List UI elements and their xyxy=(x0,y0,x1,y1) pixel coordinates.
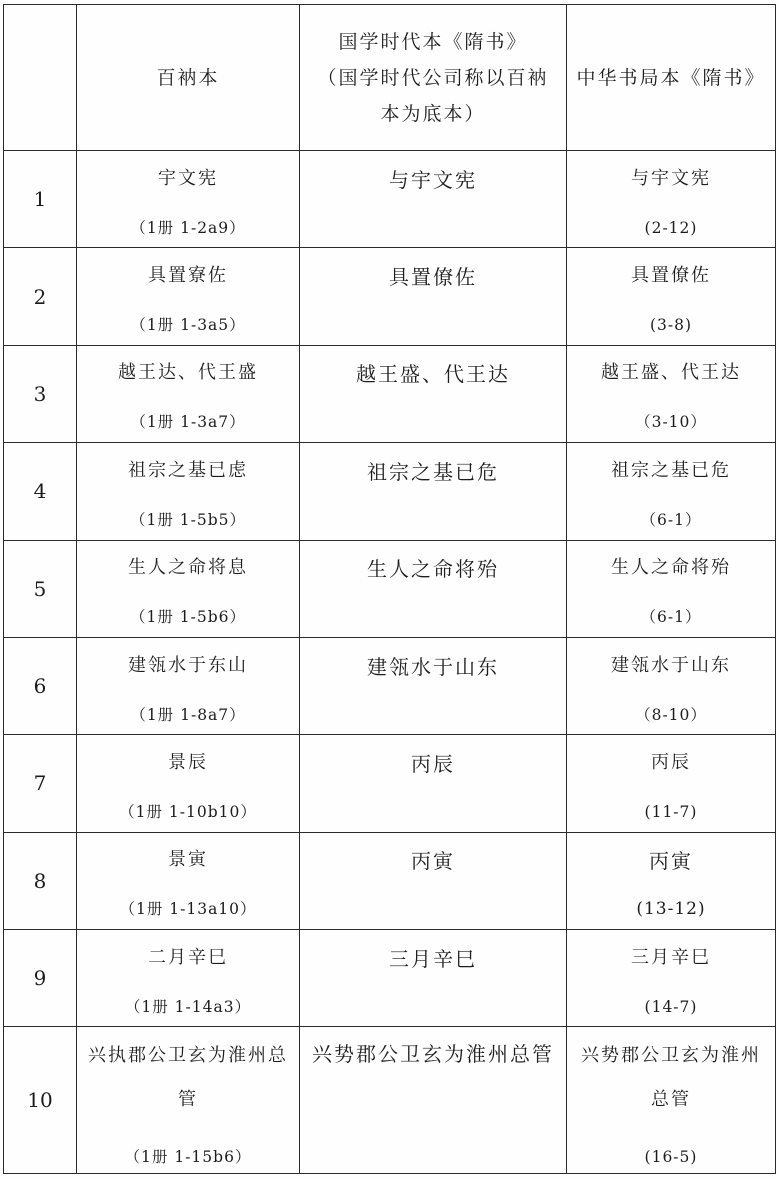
guoxue-text: 丙辰 xyxy=(411,751,455,776)
header-zhonghua xyxy=(567,5,776,151)
guoxue-cell xyxy=(300,443,567,540)
table-row xyxy=(4,1027,776,1174)
row-number: 8 xyxy=(4,832,77,929)
table-row xyxy=(4,248,776,345)
table-row xyxy=(4,930,776,1027)
baina-text: 具置寮佐 xyxy=(148,265,228,287)
zhonghua-cell xyxy=(567,832,776,929)
baina-text: 景辰 xyxy=(168,751,208,773)
zhonghua-cell xyxy=(567,443,776,540)
guoxue-text: 生人之命将殆 xyxy=(367,557,499,582)
zhonghua-text: 三月辛巳 xyxy=(631,946,711,968)
baina-ref: （1册 1-10b10） xyxy=(119,802,257,821)
baina-text: 祖宗之基已虑 xyxy=(128,459,248,481)
guoxue-cell xyxy=(300,930,567,1027)
header-number-cell xyxy=(4,5,77,151)
guoxue-text: 建瓴水于山东 xyxy=(367,654,499,679)
zhonghua-cell xyxy=(567,345,776,442)
zhonghua-cell xyxy=(567,1027,776,1174)
baina-cell xyxy=(77,345,300,442)
zhonghua-text: 建瓴水于山东 xyxy=(611,654,731,676)
row-number: 7 xyxy=(4,735,77,832)
baina-cell xyxy=(77,832,300,929)
zhonghua-ref: （6-1） xyxy=(640,608,702,627)
guoxue-cell xyxy=(300,540,567,637)
guoxue-cell xyxy=(300,637,567,734)
zhonghua-ref: (13-12) xyxy=(636,899,706,920)
zhonghua-ref: （6-1） xyxy=(640,510,702,529)
baina-text-line-2: 管 xyxy=(178,1089,198,1111)
header-row xyxy=(4,5,776,151)
zhonghua-text: 生人之命将殆 xyxy=(611,557,731,579)
zhonghua-cell xyxy=(567,735,776,832)
table-row xyxy=(4,151,776,248)
guoxue-text: 越王盛、代王达 xyxy=(356,362,510,387)
header-baina-label: 百衲本 xyxy=(156,66,220,89)
row-number: 10 xyxy=(4,1027,77,1174)
row-number: 2 xyxy=(4,248,77,345)
guoxue-text: 三月辛巳 xyxy=(389,946,477,971)
row-number: 6 xyxy=(4,637,77,734)
zhonghua-ref: (11-7) xyxy=(644,802,698,821)
zhonghua-ref: (2-12) xyxy=(644,218,698,237)
baina-ref: （1册 1-15b6） xyxy=(124,1148,252,1167)
zhonghua-ref: （3-10） xyxy=(635,413,707,432)
zhonghua-text-line-1: 兴势郡公卫玄为淮州 xyxy=(581,1045,761,1067)
baina-cell xyxy=(77,735,300,832)
zhonghua-cell xyxy=(567,540,776,637)
table-row xyxy=(4,540,776,637)
zhonghua-text-line-2: 总管 xyxy=(651,1089,691,1111)
zhonghua-text: 具置僚佐 xyxy=(631,265,711,287)
row-number: 4 xyxy=(4,443,77,540)
guoxue-cell xyxy=(300,345,567,442)
row-number: 9 xyxy=(4,930,77,1027)
comparison-table xyxy=(3,4,776,1174)
guoxue-cell xyxy=(300,1027,567,1174)
row-number: 5 xyxy=(4,540,77,637)
zhonghua-text: 丙寅 xyxy=(649,849,693,874)
baina-text-line-1: 兴执郡公卫玄为淮州总 xyxy=(88,1045,288,1067)
baina-cell xyxy=(77,930,300,1027)
baina-text: 生人之命将息 xyxy=(128,557,248,579)
zhonghua-text: 丙辰 xyxy=(651,751,691,773)
header-guoxue xyxy=(300,5,567,151)
header-guoxue-line-2: （国学时代公司称以百衲 xyxy=(317,66,549,89)
row-number: 1 xyxy=(4,151,77,248)
guoxue-text: 与宇文宪 xyxy=(389,167,477,192)
zhonghua-text: 祖宗之基已危 xyxy=(611,459,731,481)
guoxue-cell xyxy=(300,248,567,345)
header-zhonghua-label: 中华书局本《隋书》 xyxy=(576,66,766,89)
guoxue-cell xyxy=(300,735,567,832)
guoxue-cell xyxy=(300,832,567,929)
baina-cell xyxy=(77,637,300,734)
baina-cell xyxy=(77,1027,300,1174)
baina-ref: （1册 1-14a3） xyxy=(124,997,252,1016)
baina-ref: （1册 1-3a7） xyxy=(130,413,246,432)
table-row xyxy=(4,345,776,442)
guoxue-text: 丙寅 xyxy=(411,849,455,874)
zhonghua-cell xyxy=(567,637,776,734)
zhonghua-ref: （8-10） xyxy=(635,705,707,724)
baina-text: 建瓴水于东山 xyxy=(128,654,248,676)
baina-ref: （1册 1-13a10） xyxy=(119,900,257,919)
zhonghua-cell xyxy=(567,248,776,345)
zhonghua-text: 越王盛、代王达 xyxy=(601,362,741,384)
baina-text: 景寅 xyxy=(168,849,208,871)
zhonghua-ref: (3-8) xyxy=(649,316,693,335)
baina-cell xyxy=(77,443,300,540)
baina-text: 宇文宪 xyxy=(158,167,218,189)
guoxue-text: 具置僚佐 xyxy=(389,265,477,290)
guoxue-cell xyxy=(300,151,567,248)
baina-ref: （1册 1-3a5） xyxy=(130,316,246,335)
header-guoxue-line-3: 本为底本） xyxy=(380,102,486,125)
baina-ref: （1册 1-5b6） xyxy=(129,608,247,627)
row-number: 3 xyxy=(4,345,77,442)
guoxue-text: 兴势郡公卫玄为淮州总管 xyxy=(312,1042,554,1067)
guoxue-text: 祖宗之基已危 xyxy=(367,459,499,484)
baina-cell xyxy=(77,248,300,345)
table-row xyxy=(4,832,776,929)
table-row xyxy=(4,637,776,734)
table-row xyxy=(4,443,776,540)
table-row xyxy=(4,735,776,832)
zhonghua-cell xyxy=(567,151,776,248)
baina-cell xyxy=(77,540,300,637)
header-baina xyxy=(77,5,300,151)
zhonghua-ref: (14-7) xyxy=(644,997,698,1016)
zhonghua-ref: (16-5) xyxy=(644,1148,698,1167)
header-guoxue-line-1: 国学时代本《隋书》 xyxy=(338,30,528,53)
baina-text: 二月辛巳 xyxy=(148,946,228,968)
baina-cell xyxy=(77,151,300,248)
zhonghua-cell xyxy=(567,930,776,1027)
baina-ref: （1册 1-8a7） xyxy=(130,705,246,724)
zhonghua-text: 与宇文宪 xyxy=(631,167,711,189)
baina-ref: （1册 1-2a9） xyxy=(130,218,246,237)
baina-ref: （1册 1-5b5） xyxy=(129,510,247,529)
baina-text: 越王达、代王盛 xyxy=(118,362,258,384)
